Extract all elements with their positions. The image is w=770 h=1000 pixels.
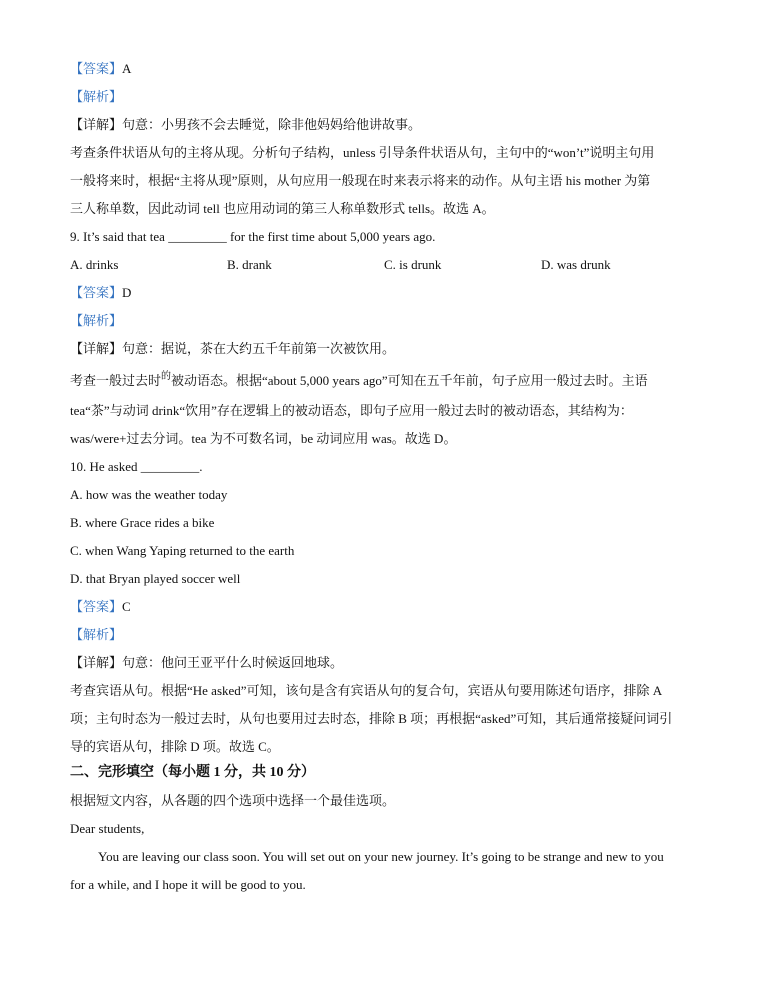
detail-tag: 【详解】 (70, 655, 123, 670)
detail-text: 句意：小男孩不会去睡觉，除非他妈妈给他讲故事。 (122, 117, 422, 132)
q9-option-b: B. drank (227, 257, 272, 272)
detail-tag: 【详解】 (70, 117, 123, 132)
q10-option-a: A. how was the weather today (70, 487, 228, 502)
q9-option-a: A. drinks (70, 257, 119, 272)
analysis-tag: 【解析】 (70, 313, 123, 328)
q8-detail (70, 116, 700, 134)
detail-text: 句意：据说，茶在大约五千年前第一次被饮用。 (122, 341, 396, 356)
answer-tag: 【答案】 (70, 285, 123, 300)
analysis-tag: 【解析】 (70, 89, 123, 104)
detail-text: 句意：他问王亚平什么时候返回地球。 (122, 655, 344, 670)
letter-paragraph-line-1: You are leaving our class soon. You will set out on your new journey. It’s going to be strange and new to you (98, 849, 664, 864)
letter-paragraph-line-2: for a while, and I hope it will be good to you. (70, 877, 306, 892)
q8-answer (70, 60, 700, 78)
q10-explain-2: 项；主句时态为一般过去时，从句也要用过去时态，排除 B 项；再根据“asked”可知，其后通常接疑问词引 (70, 711, 673, 726)
q8-explain-1: 考查条件状语从句的主将从现。分析句子结构，unless 引导条件状语从句，主句中的“won’t”说明主句用 (70, 145, 655, 160)
answer-value: D (122, 285, 132, 300)
q10-option-c: C. when Wang Yaping returned to the earth (70, 543, 295, 558)
q10-analysis-tag (70, 626, 700, 644)
q8-analysis-tag (70, 88, 700, 106)
q10-option-d: D. that Bryan played soccer well (70, 571, 241, 586)
detail-tag: 【详解】 (70, 341, 123, 356)
section-instruction: 根据短文内容，从各题的四个选项中选择一个最佳选项。 (70, 793, 396, 808)
q10-option-b: B. where Grace rides a bike (70, 515, 215, 530)
q9-explain-2: tea“茶”与动词 drink“饮用”存在逻辑上的被动语态，即句子应用一般过去时的被动语态，其结构为： (70, 403, 633, 418)
answer-tag: 【答案】 (70, 599, 123, 614)
analysis-tag: 【解析】 (70, 627, 123, 642)
letter-salutation: Dear students, (70, 821, 145, 836)
q10-question: 10. He asked _________. (70, 459, 203, 474)
explain-superscript: 的 (161, 371, 172, 382)
answer-value: C (122, 599, 131, 614)
answer-tag: 【答案】 (70, 61, 123, 76)
q10-answer (70, 598, 700, 616)
explain-part-b: 被动语态。根据“about 5,000 years ago”可知在五千年前，句子应用一般过去时。主语 (171, 373, 648, 388)
q8-explain-2: 一般将来时，根据“主将从现”原则，从句应用一般现在时来表示将来的动作。从句主语 his mother 为第 (70, 173, 651, 188)
q8-explain-3: 三人称单数，因此动词 tell 也应用动词的第三人称单数形式 tells。故选 A。 (70, 201, 495, 216)
q10-detail (70, 654, 700, 672)
q9-detail (70, 340, 700, 358)
q9-explain-3: was/were+过去分词。tea 为不可数名词，be 动词应用 was。故选 D。 (70, 431, 457, 446)
answer-value: A (122, 61, 132, 76)
q9-explain-1 (70, 372, 700, 392)
q9-answer (70, 284, 700, 302)
explain-part-a: 考查一般过去时 (70, 373, 162, 388)
q9-analysis-tag (70, 312, 700, 330)
q9-option-c: C. is drunk (384, 257, 442, 272)
q9-option-d: D. was drunk (541, 257, 611, 272)
q10-explain-1: 考查宾语从句。根据“He asked”可知，该句是含有宾语从句的复合句，宾语从句要用陈述句语序，排除 A (70, 683, 663, 698)
q10-explain-3: 导的宾语从句，排除 D 项。故选 C。 (70, 739, 280, 754)
section-heading: 二、完形填空（每小题 1 分，共 10 分） (70, 765, 315, 780)
q9-question: 9. It’s said that tea _________ for the first time about 5,000 years ago. (70, 229, 436, 244)
